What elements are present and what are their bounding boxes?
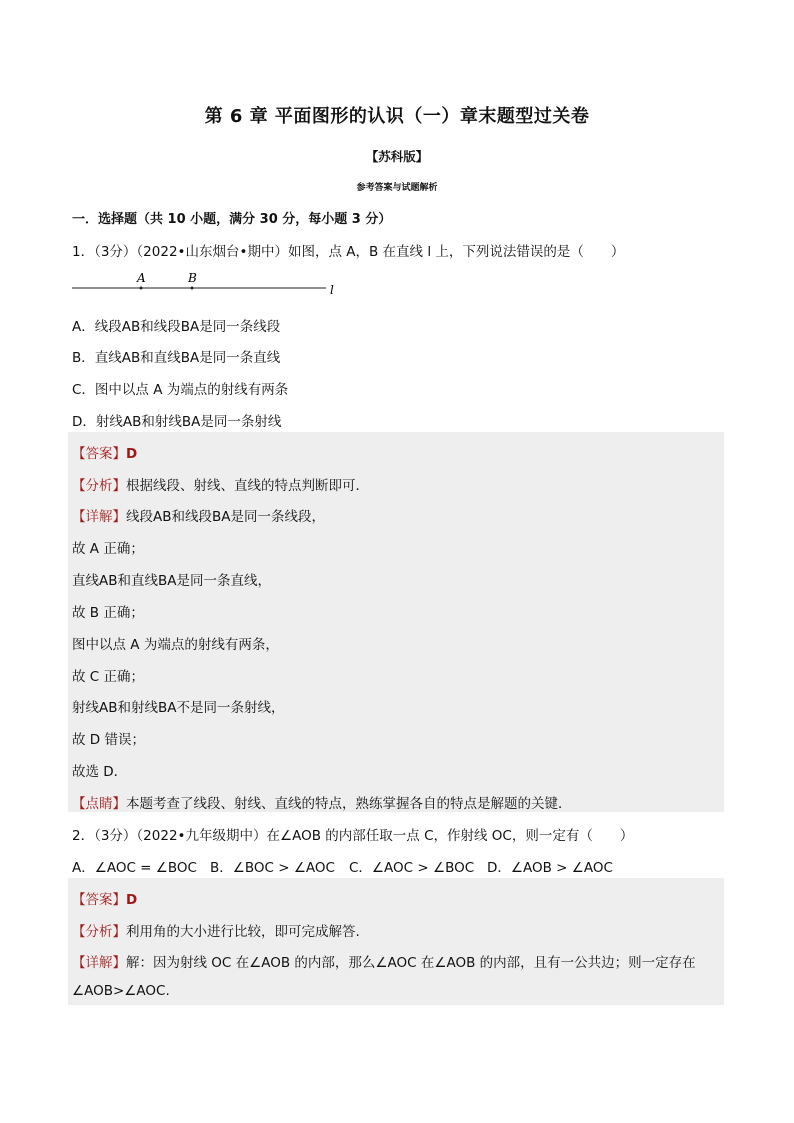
detail-line: 射线AB和射线BA不是同一条射线， [72, 700, 285, 716]
detail-tag: 【详解】 [72, 509, 126, 525]
analysis-text: 根据线段、射线、直线的特点判断即可． [126, 478, 369, 494]
detail-line: 故 C 正确； [72, 669, 145, 685]
analysis-tag: 【分析】 [72, 478, 126, 494]
point-a-label: A [137, 271, 146, 285]
q1-stem: 1．（3分）（2022•山东烟台•期中）如图，点 A，B 在直线 l 上，下列说法错误的是（ ） [72, 244, 625, 260]
detail-line: 故 D 错误； [72, 732, 145, 748]
answer-tag: 【答案】 [72, 892, 126, 908]
q1-option-b: B．直线AB和直线BA是同一条直线 [72, 350, 281, 366]
q2-option-d: D．∠AOB > ∠AOC [487, 860, 613, 876]
detail-line: 故 A 正确； [72, 541, 144, 557]
q2-detail [72, 951, 696, 971]
q1-comment [72, 792, 572, 812]
point-b-label: B [188, 271, 197, 285]
document-title: 第 6 章 平面图形的认识（一）章末题型过关卷 [204, 106, 590, 127]
detail-line: 故 B 正确； [72, 605, 144, 621]
q1-answer [72, 442, 137, 462]
detail-line: 解：因为射线 OC 在∠AOB 的内部，那么∠AOC 在∠AOB 的内部，且有一公共边；则一定存在 [126, 955, 696, 971]
answer-tag: 【答案】 [72, 446, 126, 462]
q1-option-a: A．线段AB和线段BA是同一条线段 [72, 319, 281, 335]
q2-answer [72, 888, 137, 908]
analysis-text: 利用角的大小进行比较，即可完成解答. [126, 924, 360, 940]
point-b [191, 287, 194, 290]
edition-label: 【苏科版】 [365, 149, 429, 164]
detail-line: 故选 D． [72, 764, 128, 780]
detail-line: 直线AB和直线BA是同一条直线， [72, 573, 271, 589]
q1-option-c: C．图中以点 A 为端点的射线有两条 [72, 382, 289, 398]
q1-analysis [72, 474, 369, 494]
section-heading: 一．选择题（共 10 小题，满分 30 分，每小题 3 分） [72, 212, 392, 227]
q1-detail [72, 505, 325, 525]
answer-value: D [126, 446, 138, 462]
comment-tag: 【点睛】 [72, 796, 126, 812]
q2-option-a: A．∠AOC = ∠BOC [72, 860, 197, 876]
answer-subtitle: 参考答案与试题解析 [356, 183, 438, 193]
q2-option-b: B．∠BOC > ∠AOC [210, 860, 335, 876]
q1-option-d: D．射线AB和射线BA是同一条射线 [72, 414, 282, 430]
q1-line-figure [72, 266, 352, 302]
answer-value: D [126, 892, 138, 908]
detail-line: ∠AOB>∠AOC. [72, 983, 170, 999]
comment-text: 本题考查了线段、射线、直线的特点，熟练掌握各自的特点是解题的关键． [126, 796, 572, 812]
analysis-tag: 【分析】 [72, 924, 126, 940]
detail-line: 线段AB和线段BA是同一条线段， [126, 509, 325, 525]
q2-stem: 2．（3分）（2022•九年级期中）在∠AOB 的内部任取一点 C，作射线 OC，则一定有（ ） [72, 828, 634, 844]
line-l-label: l [330, 283, 334, 297]
detail-line: 图中以点 A 为端点的射线有两条， [72, 637, 279, 653]
q2-option-c: C．∠AOC > ∠BOC [349, 860, 475, 876]
q2-analysis [72, 920, 360, 940]
detail-tag: 【详解】 [72, 955, 126, 971]
point-a [140, 287, 143, 290]
